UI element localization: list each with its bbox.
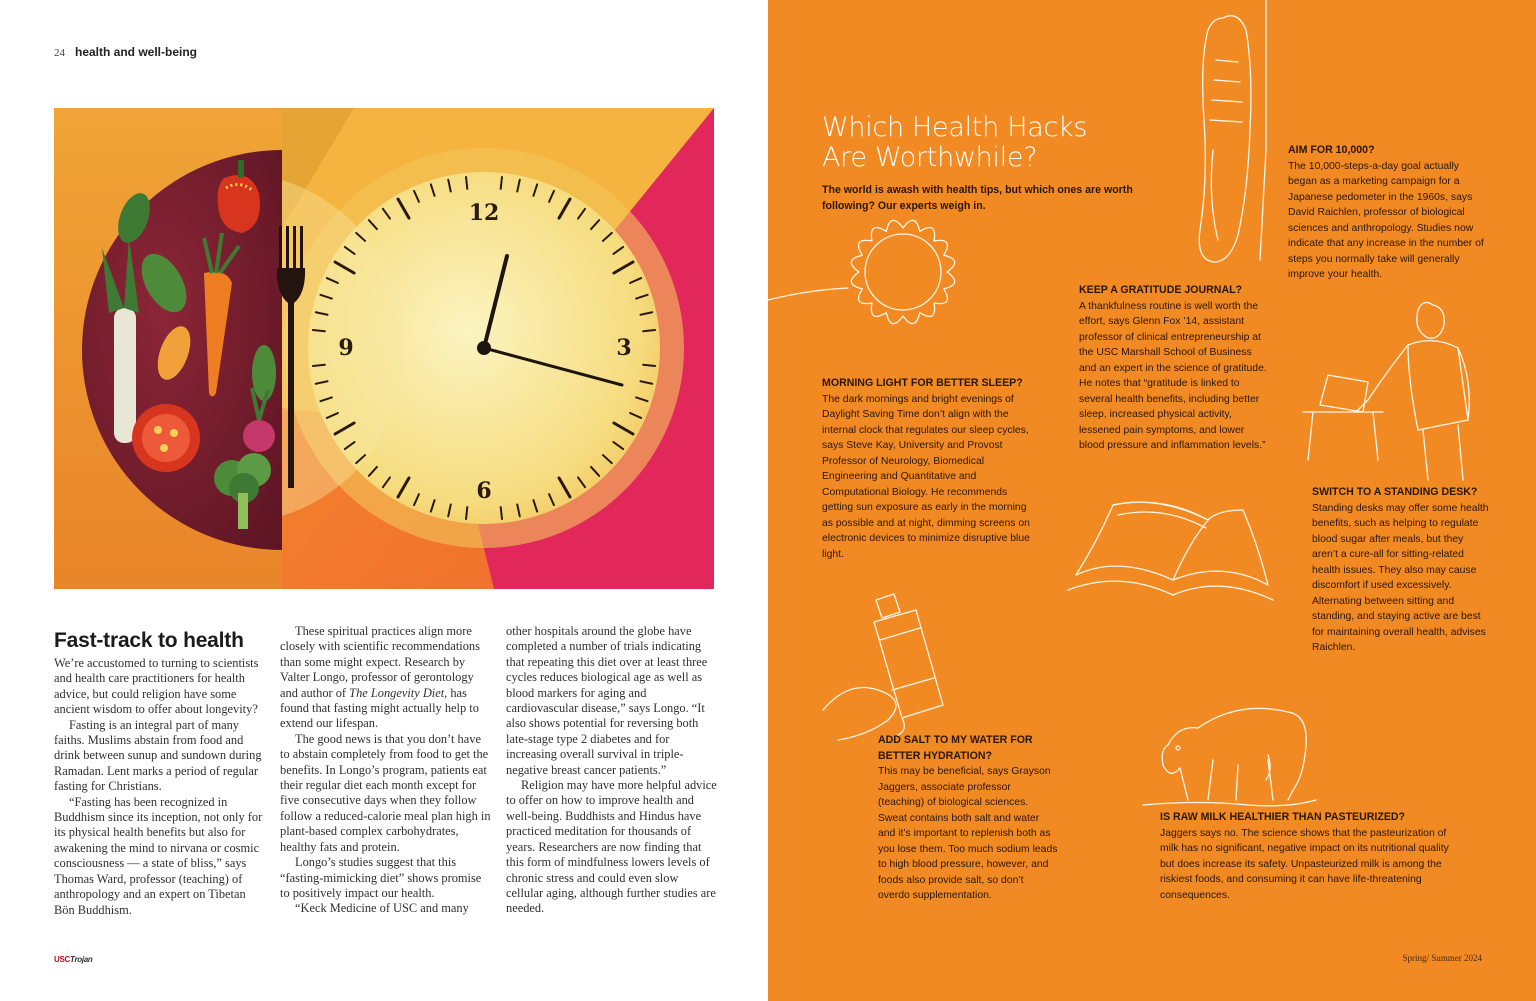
tip-heading: KEEP A GRATITUDE JOURNAL? — [1079, 284, 1243, 296]
water-bottle-line-icon — [823, 594, 943, 740]
body-column-1 — [54, 656, 266, 918]
paragraph: Religion may have more helpful advice to offer on how to improve health and well-being. Buddhists and Hindus have practiced meditation for thousands of years. Researchers are now finding that this form of mindfulness lowers levels of chronic stress and could even slow cellular aging, although further studies are needed. — [506, 778, 717, 916]
clock-tick — [313, 365, 325, 366]
tip-aim-for-10000 — [1288, 143, 1488, 283]
clock-tick — [313, 330, 325, 331]
clock-tick — [501, 177, 502, 189]
paragraph: Fasting is an integral part of many faiths. Muslims abstain from food and drink between sunup and sundown during Ramadan. Lent marks a period of regular fasting for Christians. — [54, 717, 262, 794]
tip-salt-water — [878, 733, 1058, 904]
tip-raw-milk — [1160, 810, 1460, 903]
clock-numeral-6: 6 — [476, 478, 492, 504]
person-standing-desk-line-icon — [1303, 302, 1469, 480]
issue-folio: Spring/ Summer 2024 — [1402, 953, 1482, 963]
text-run: , has found that fasting might actually help to extend our lifespan. — [280, 685, 479, 731]
logo-usc: USC — [54, 955, 70, 964]
usc-trojan-logo — [54, 955, 93, 964]
body-column-3 — [506, 624, 718, 917]
paragraph: “Fasting has been recognized in Buddhism since its inception, not only for its physical health benefits but also for awakening the mind to nirvana or cosmic consciousness — a state of bliss,” says Thomas Ward, professor (teaching) of anthropology and an expert on Tibetan Bön Buddhism. — [54, 794, 263, 917]
body-column-2 — [280, 624, 492, 917]
paragraph: Longo’s studies suggest that this “fasting-mimicking diet” shows promise to positively impact our health. — [280, 855, 482, 900]
tip-heading: SWITCH TO A STANDING DESK? — [1312, 486, 1478, 498]
tip-body: Jaggers says no. The science shows that the pasteurization of milk has no significant, negative impact on its nutritional quality but does increase its safety. Unpasteurized milk is among the riskiest foods, and consuming it can have life-threatening consequences. — [1160, 827, 1449, 901]
clock-numeral-12: 12 — [468, 200, 500, 226]
tip-body: The 10,000-steps-a-day goal actually began as a marketing campaign for a Japanese pedometer in the 1960s, says David Raichlen, professor of biological sciences and anthropology. Studies now indicate that any increase in the number of steps you normally take will generally improve your health. — [1288, 160, 1484, 280]
sneaker-line-icon — [1199, 0, 1266, 262]
tip-body: A thankfulness routine is well worth the effort, says Glenn Fox ’14, assistant professor of clinical entrepreneurship at the USC Marshall School of Business and an expert in the science of gratitude. He notes that “gratitude is linked to several health benefits, including better sleep, increased physical activity, lessened pain symptoms, and lower blood pressure and inflammation levels.” — [1079, 300, 1267, 451]
clock-tick — [643, 330, 655, 331]
text-run: These spiritual practices align more closely with scientific recommendations than some might expect. Research by Valter Longo, professor of gerontology and author of — [280, 624, 480, 700]
paragraph: The good news is that you don’t have to abstain completely from food to get the benefits. In Longo’s program, patients eat their regular diet each month except for five consecutive days when they follow follow a reduced-calorie meal plan high in plant-based complex carbohydrates, healthy fats and protein. — [280, 731, 491, 854]
cow-line-icon — [1143, 708, 1316, 805]
tip-standing-desk — [1312, 485, 1492, 656]
tip-body: The dark mornings and bright evenings of Daylight Saving Time don’t align with the internal clock that regulates our sleep cycles, says Steve Kay, University and Provost Professor of Neurology, Biomedical Engineering and Quantitative and Computational Biology. He recommends getting sun exposure as early in the morning as possible and at night, dimming screens on electronic devices to minimize disruptive blue light. — [822, 393, 1030, 560]
clock-tick — [466, 507, 467, 519]
sun-line-icon — [768, 220, 955, 323]
clock-numeral-3: 3 — [616, 335, 632, 361]
tip-morning-light — [822, 376, 1037, 562]
article-headline: Fast-track to health — [54, 629, 244, 652]
section-label: health and well-being — [75, 45, 198, 59]
clock-numeral-9: 9 — [338, 335, 354, 361]
sidebar-title-line-1: Which Health Hacks — [822, 112, 1088, 143]
tip-heading: AIM FOR 10,000? — [1288, 144, 1375, 156]
right-page — [768, 0, 1536, 1001]
tip-heading: IS RAW MILK HEALTHIER THAN PASTEURIZED? — [1160, 811, 1406, 823]
tip-gratitude-journal — [1079, 283, 1269, 454]
tip-heading: ADD SALT TO MY WATER FOR BETTER HYDRATION? — [878, 734, 1033, 762]
paragraph: We’re accustomed to turning to scientists and health care practitioners for health advice, but could religion have some ancient wisdom to offer about longevity? — [54, 656, 259, 717]
clock-tick — [466, 177, 467, 189]
tip-body: Standing desks may offer some health benefits, such as helping to regulate blood sugar after meals, but they aren’t a cure-all for sitting-related health issues. They also may cause discomfort if used excessively. Alternating between sitting and standing, and staying active are best for maintaining overall health, advises Raichlen. — [1312, 502, 1489, 653]
clock-tick — [643, 365, 655, 366]
page-folio — [54, 45, 197, 59]
tip-heading: MORNING LIGHT FOR BETTER SLEEP? — [822, 377, 1023, 389]
sidebar-title — [822, 113, 1182, 173]
tip-body: This may be beneficial, says Grayson Jaggers, associate professor (teaching) of biological sciences. Sweat contains both salt and water and it’s important to replenish both as you lose them. Too much sodium leads to high blood pressure, however, and foods also provide salt, so don’t overdo supplementation. — [878, 766, 1058, 901]
paragraph: other hospitals around the globe have completed a number of trials indicating that repeating this diet over at least three cycles reduces biological age as well as blood markers for aging and cardiovascular disease,” says Longo. “It also shows potential for reversing both late-stage type 2 diabetes and for increasing overall survival in triple-negative breast cancer patients.” — [506, 624, 708, 777]
paragraph — [280, 624, 492, 732]
page-number: 24 — [54, 47, 65, 59]
book-line-icon — [1068, 502, 1273, 600]
fasting-clock-illustration — [54, 108, 714, 589]
logo-trojan: Trojan — [70, 955, 93, 964]
paragraph: “Keck Medicine of USC and many — [295, 901, 469, 916]
book-title: The Longevity Diet — [349, 685, 445, 700]
sidebar-dek: The world is awash with health tips, but which ones are worth following? Our experts weigh in. — [822, 184, 1133, 212]
clock-tick — [501, 507, 502, 519]
sidebar-title-line-2: Are Worthwhile? — [822, 142, 1038, 173]
